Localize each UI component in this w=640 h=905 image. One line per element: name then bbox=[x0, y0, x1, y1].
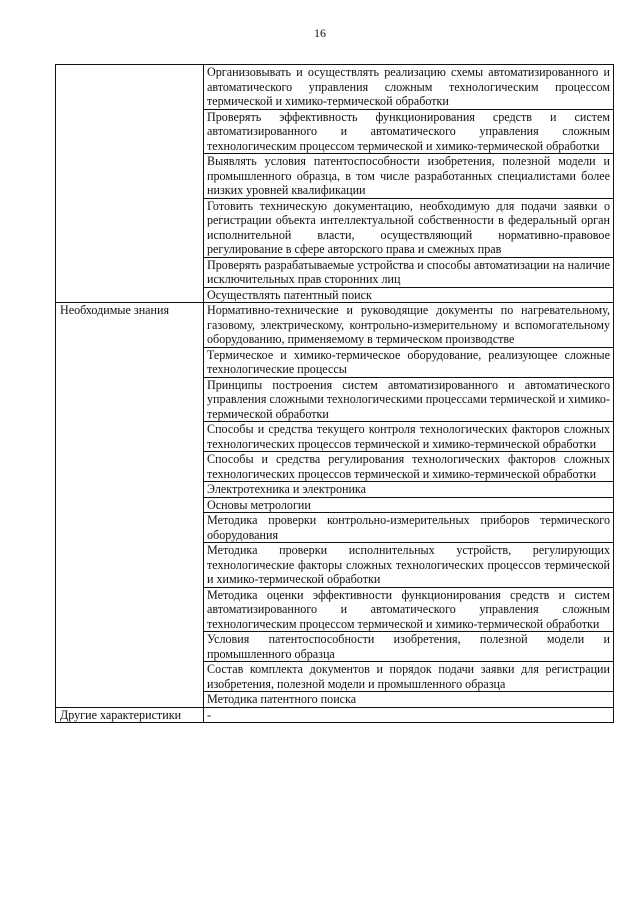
row-text: Термическое и химико-термическое оборудование, реализующее сложные технологические процессы bbox=[204, 347, 614, 377]
row-text: Осуществлять патентный поиск bbox=[204, 287, 614, 303]
table-row bbox=[56, 707, 614, 723]
row-text: Принципы построения систем автоматизированного и автоматического управления сложными технологическими процессами термической и химико-термической обработки bbox=[204, 377, 614, 422]
row-text: Проверять эффективность функционирования средств и систем автоматизированного и автоматического управления сложным технологическим процессом термической и химико-термической обработки bbox=[204, 109, 614, 154]
table-row bbox=[56, 303, 614, 348]
row-text: Методика патентного поиска bbox=[204, 692, 614, 708]
row-text: Нормативно-технические и руководящие документы по нагревательному, газовому, электрическому, контрольно-измерительному и вспомогательному оборудованию, применяемому в термическом производстве bbox=[204, 303, 614, 348]
table-row bbox=[56, 65, 614, 110]
row-text: Электротехника и электроника bbox=[204, 482, 614, 498]
row-text: - bbox=[204, 707, 614, 723]
row-text: Способы и средства регулирования технологических факторов сложных технологических процессов термической и химико-термической обработки bbox=[204, 452, 614, 482]
row-text: Состав комплекта документов и порядок подачи заявки для регистрации изобретения, полезной модели и промышленного образца bbox=[204, 662, 614, 692]
row-text: Условия патентоспособности изобретения, полезной модели и промышленного образца bbox=[204, 632, 614, 662]
row-label bbox=[56, 65, 204, 303]
row-text: Выявлять условия патентоспособности изобретения, полезной модели и промышленного образца, в том числе разработанных специалистами более низких уровней квалификации bbox=[204, 154, 614, 199]
row-label: Необходимые знания bbox=[56, 303, 204, 708]
row-text: Организовывать и осуществлять реализацию схемы автоматизированного и автоматического управления сложным технологическим процессом термической и химико-термической обработки bbox=[204, 65, 614, 110]
page-number: 16 bbox=[314, 26, 326, 40]
row-label: Другие характеристики bbox=[56, 707, 204, 723]
row-text: Готовить техническую документацию, необходимую для подачи заявки о регистрации объекта интеллектуальной собственности в федеральный орган исполнительной власти, осуществляющий нормативно-правовое регулирование в сфере авторского права и смежных прав bbox=[204, 198, 614, 257]
competency-table bbox=[55, 64, 614, 723]
row-text: Методика проверки исполнительных устройств, регулирующих технологические факторы сложных технологических процессов термической и химико-термической обработки bbox=[204, 543, 614, 588]
row-text: Методика оценки эффективности функционирования средств и систем автоматизированного и автоматического управления сложным технологическим процессом термической и химико-термической обработки bbox=[204, 587, 614, 632]
row-text: Основы метрологии bbox=[204, 497, 614, 513]
row-text: Проверять разрабатываемые устройства и способы автоматизации на наличие исключительных прав сторонних лиц bbox=[204, 257, 614, 287]
row-text: Способы и средства текущего контроля технологических факторов сложных технологических процессов термической и химико-термической обработки bbox=[204, 422, 614, 452]
row-text: Методика проверки контрольно-измерительных приборов термического оборудования bbox=[204, 513, 614, 543]
